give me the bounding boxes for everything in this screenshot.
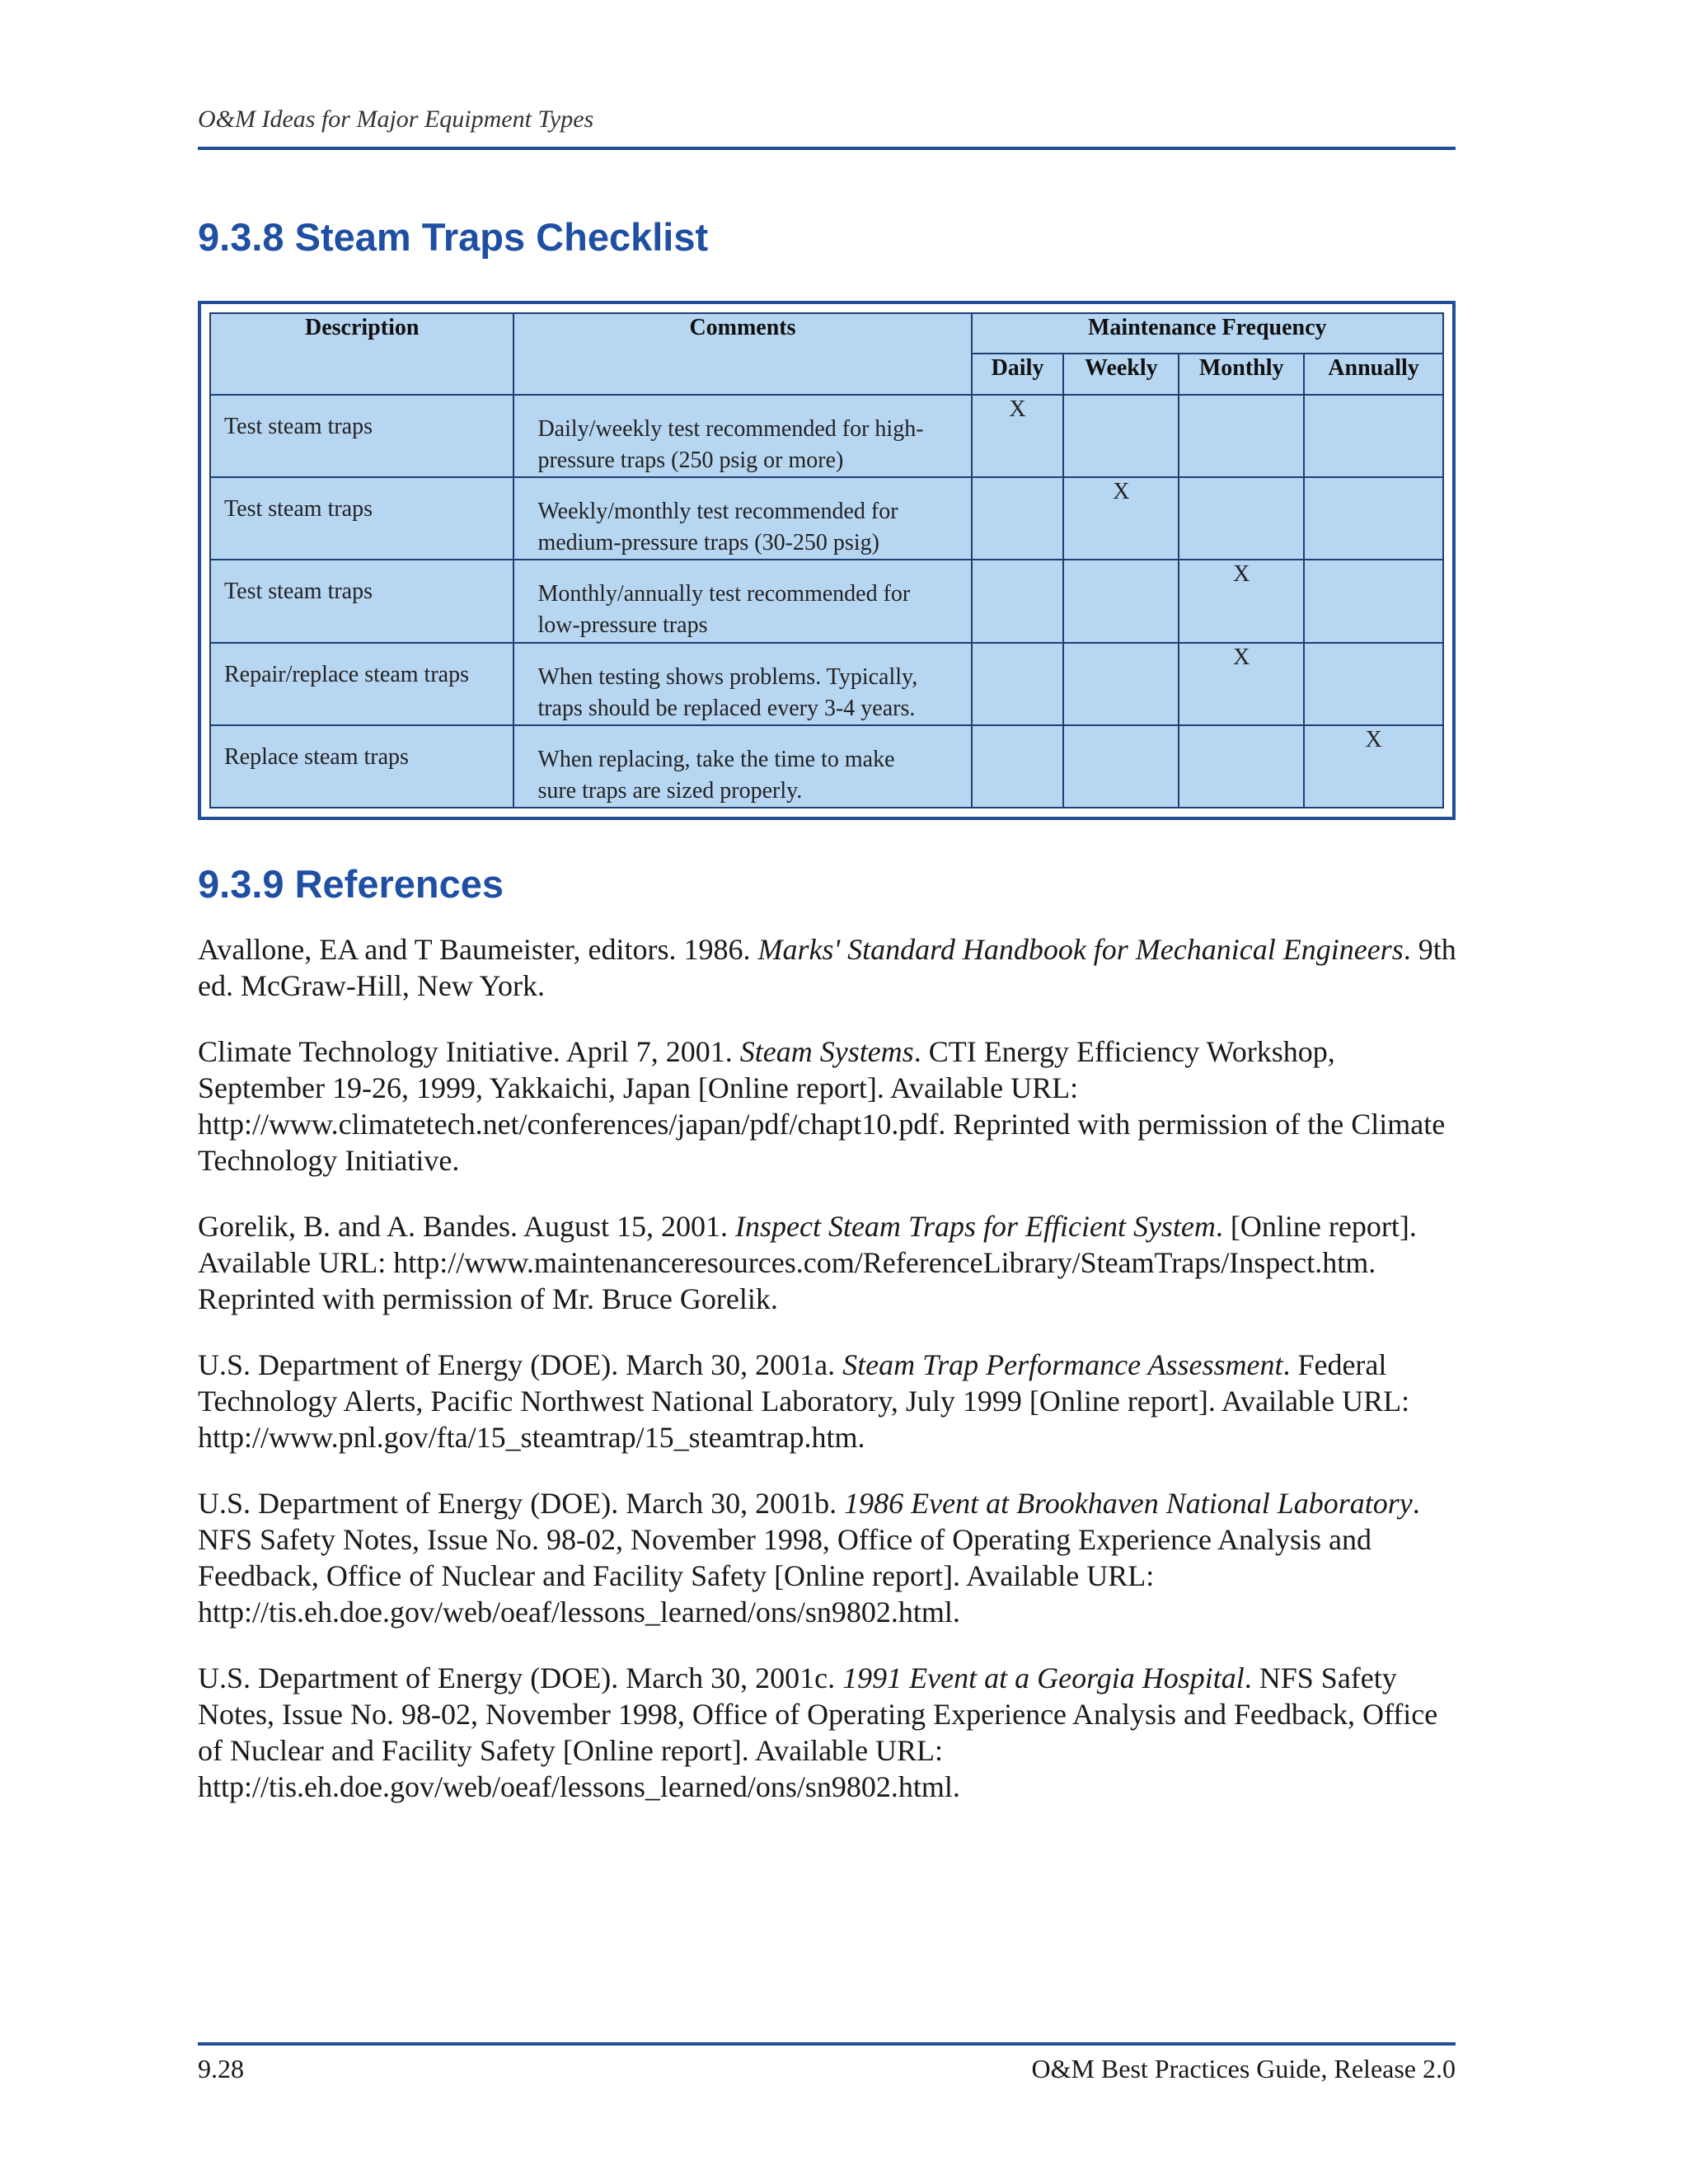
monthly-cell bbox=[1179, 725, 1304, 808]
daily-cell bbox=[972, 643, 1064, 725]
column-header-comments: Comments bbox=[513, 313, 971, 395]
row-description: Test steam traps bbox=[210, 395, 513, 477]
table-row bbox=[210, 725, 1443, 808]
row-description: Repair/replace steam traps bbox=[210, 643, 513, 725]
monthly-cell bbox=[1179, 477, 1304, 560]
reference-title: Marks' Standard Handbook for Mechanical Engineers bbox=[757, 933, 1404, 966]
daily-cell bbox=[972, 560, 1064, 642]
comment-line: sure traps are sized properly. bbox=[537, 777, 803, 804]
reference-title: Inspect Steam Traps for Efficient System bbox=[734, 1210, 1216, 1243]
reference-entry bbox=[198, 1347, 1467, 1455]
row-comment bbox=[513, 725, 971, 808]
column-header-weekly: Weekly bbox=[1063, 354, 1179, 395]
reference-entry bbox=[198, 931, 1467, 1004]
row-description: Replace steam traps bbox=[210, 725, 513, 808]
reference-text: U.S. Department of Energy (DOE). March 30, 2001b. bbox=[198, 1487, 845, 1520]
annually-cell bbox=[1304, 643, 1443, 725]
reference-title: 1991 Event at a Georgia Hospital bbox=[842, 1661, 1245, 1694]
page-number: 9.28 bbox=[198, 2054, 244, 2083]
comment-line: Monthly/annually test recommended for bbox=[537, 581, 911, 607]
reference-text: . NFS Safety Notes, Issue No. 98-02, November 1998, Office of Operating Experience Analysis and Feedback, Office of Nuclear and Facility Safety [Online report]. Available URL: http://tis.eh.doe.gov/web/oeaf/lessons_learned/ons/sn9802.html. bbox=[198, 1487, 1420, 1629]
reference-text: Climate Technology Initiative. April 7, 2001. bbox=[198, 1035, 740, 1068]
reference-title: 1986 Event at Brookhaven National Laboratory bbox=[844, 1487, 1413, 1520]
reference-text: . NFS Safety Notes, Issue No. 98-02, November 1998, Office of Operating Experience Analysis and Feedback, Office of Nuclear and Facility Safety [Online report]. Available URL: http://tis.eh.doe.gov/web/oeaf/lessons_learned/ons/sn9802.html. bbox=[198, 1661, 1438, 1803]
weekly-cell bbox=[1063, 725, 1179, 808]
footer-rule bbox=[198, 2042, 1456, 2046]
row-comment bbox=[513, 477, 971, 560]
reference-text: . [Online report]. Available URL: http://www.maintenanceresources.com/ReferenceLibrary/SteamTraps/Inspect.htm. Reprinted with permission of Mr. Bruce Gorelik. bbox=[198, 1210, 1417, 1315]
monthly-cell bbox=[1179, 395, 1304, 477]
reference-title: Steam Trap Performance Assessment bbox=[842, 1348, 1283, 1381]
comment-line: pressure traps (250 psig or more) bbox=[537, 448, 844, 473]
comment-line: When replacing, take the time to make bbox=[537, 746, 895, 772]
reference-entry bbox=[198, 1485, 1467, 1630]
reference-entry bbox=[198, 1208, 1467, 1317]
comment-line: Daily/weekly test recommended for high- bbox=[537, 416, 924, 442]
reference-text: U.S. Department of Energy (DOE). March 30, 2001a. bbox=[198, 1348, 843, 1381]
reference-text: Avallone, EA and T Baumeister, editors. 1986. bbox=[198, 933, 758, 966]
reference-text: U.S. Department of Energy (DOE). March 30, 2001c. bbox=[198, 1661, 843, 1694]
table-row bbox=[210, 560, 1443, 642]
annually-cell bbox=[1304, 395, 1443, 477]
annually-cell bbox=[1304, 477, 1443, 560]
reference-text: . 9th ed. McGraw-Hill, New York. bbox=[198, 933, 1456, 1002]
row-comment bbox=[513, 643, 971, 725]
weekly-cell bbox=[1063, 643, 1179, 725]
weekly-cell bbox=[1063, 560, 1179, 642]
table-row bbox=[210, 477, 1443, 560]
reference-text: . CTI Energy Efficiency Workshop, September 19-26, 1999, Yakkaichi, Japan [Online report]. Available URL: http://www.climatetech.net/conferences/japan/pdf/chapt10.pdf. Reprinted with permission of the Climate Technology Initiative. bbox=[198, 1035, 1446, 1177]
header-rule bbox=[198, 147, 1456, 150]
column-header-maintenance-frequency: Maintenance Frequency bbox=[972, 313, 1443, 354]
row-description: Test steam traps bbox=[210, 477, 513, 560]
column-header-monthly: Monthly bbox=[1179, 354, 1304, 395]
row-comment bbox=[513, 395, 971, 477]
annually-cell bbox=[1304, 560, 1443, 642]
comment-line: medium-pressure traps (30-250 psig) bbox=[537, 530, 879, 556]
reference-text: Gorelik, B. and A. Bandes. August 15, 2001. bbox=[198, 1210, 735, 1243]
guide-title: O&M Best Practices Guide, Release 2.0 bbox=[1031, 2054, 1456, 2083]
monthly-cell: X bbox=[1179, 560, 1304, 642]
reference-entry bbox=[198, 1660, 1467, 1805]
checklist-table bbox=[209, 312, 1444, 808]
weekly-cell bbox=[1063, 395, 1179, 477]
daily-cell: X bbox=[972, 395, 1064, 477]
column-header-daily: Daily bbox=[972, 354, 1064, 395]
comment-line: low-pressure traps bbox=[537, 612, 708, 639]
section-title-checklist: 9.3.8 Steam Traps Checklist bbox=[198, 215, 709, 259]
comment-line: Weekly/monthly test recommended for bbox=[537, 499, 898, 525]
comment-line: When testing shows problems. Typically, bbox=[537, 663, 918, 690]
row-comment bbox=[513, 560, 971, 642]
daily-cell bbox=[972, 477, 1064, 560]
weekly-cell: X bbox=[1063, 477, 1179, 560]
reference-entry bbox=[198, 1033, 1467, 1179]
annually-cell: X bbox=[1304, 725, 1443, 808]
section-title-references: 9.3.9 References bbox=[198, 862, 504, 906]
running-header: O&M Ideas for Major Equipment Types bbox=[198, 105, 594, 133]
monthly-cell: X bbox=[1179, 643, 1304, 725]
column-header-description: Description bbox=[210, 313, 513, 395]
reference-title: Steam Systems bbox=[739, 1035, 914, 1068]
references-list bbox=[198, 931, 1467, 1835]
table-header-row bbox=[210, 313, 1443, 354]
reference-text: . Federal Technology Alerts, Pacific Northwest National Laboratory, July 1999 [Online report]. Available URL: http://www.pnl.gov/fta/15_steamtrap/15_steamtrap.htm. bbox=[198, 1348, 1410, 1454]
table-row bbox=[210, 395, 1443, 477]
comment-line: traps should be replaced every 3-4 years. bbox=[537, 695, 916, 721]
row-description: Test steam traps bbox=[210, 560, 513, 642]
column-header-annually: Annually bbox=[1304, 354, 1443, 395]
daily-cell bbox=[972, 725, 1064, 808]
table-row bbox=[210, 643, 1443, 725]
